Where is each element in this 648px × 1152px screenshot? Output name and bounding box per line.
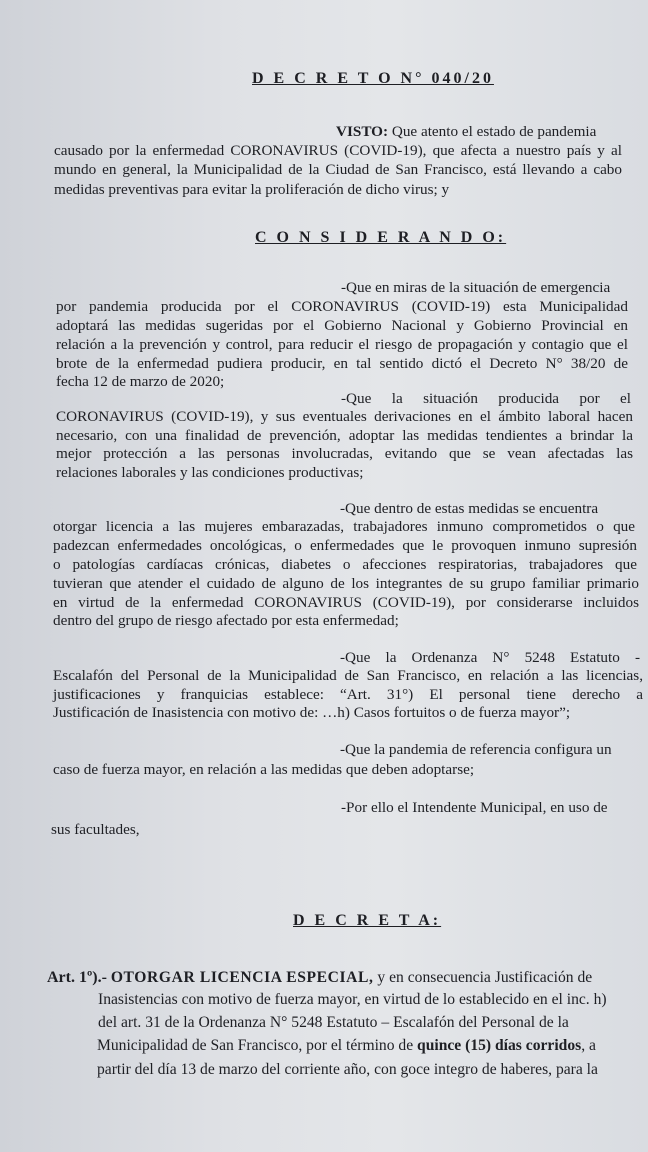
considerando-2-first: -Que la situación producida por el [341, 390, 631, 407]
visto-line-1 [336, 122, 596, 141]
considerando-6-first: -Por ello el Intendente Municipal, en uso de [341, 799, 608, 816]
considerando-title: C O N S I D E R A N D O: [255, 229, 507, 246]
considerando-2-line-2: necesario, con una finalidad de prevención, adoptar las medidas tendientes a brindar la [56, 427, 633, 444]
considerando-1-line-4: brote de la enfermedad pudiera producir, en tal sentido dictó el Decreto N° 38/20 de [56, 355, 628, 372]
considerando-5-line-1: caso de fuerza mayor, en relación a las medidas que deben adoptarse; [53, 761, 475, 778]
considerando-4-line-3: Justificación de Inasistencia con motivo de: …h) Casos fortuitos o de fuerza mayor”; [53, 704, 571, 721]
article-1-line-3-text: Municipalidad de San Francisco, por el término de [97, 1037, 414, 1054]
considerando-3-line-6: dentro del grupo de riesgo afectado por esta enfermedad; [53, 612, 399, 629]
considerando-1-line-1: por pandemia producida por el CORONAVIRUS (COVID-19) esta Municipalidad [56, 298, 628, 315]
visto-label: VISTO: [336, 123, 389, 140]
considerando-1-line-2: adoptará las medidas sugeridas por el Gobierno Nacional y Gobierno Provincial en [56, 317, 628, 334]
considerando-2-line-4: relaciones laborales y las condiciones productivas; [56, 464, 364, 481]
visto-text-1: Que atento el estado de pandemia [388, 123, 597, 140]
article-1-line-3 [97, 1036, 596, 1055]
decree-title: D E C R E T O N° 040/20 [252, 70, 494, 87]
considerando-4-line-1: Escalafón del Personal de la Municipalidad de San Francisco, en relación a las licencias, [53, 667, 643, 684]
considerando-1-line-5: fecha 12 de marzo de 2020; [56, 373, 225, 390]
article-1-first-rest: y en consecuencia Justificación de [373, 969, 593, 986]
considerando-3-line-1: otorgar licencia a las mujeres embarazadas, trabajadores inmuno comprometidos o que [53, 518, 635, 535]
considerando-5-first: -Que la pandemia de referencia configura un [340, 741, 612, 758]
considerando-3-first: -Que dentro de estas medidas se encuentra [340, 500, 599, 517]
considerando-4-first: -Que la Ordenanza N° 5248 Estatuto - [340, 649, 640, 666]
considerando-3-line-3: o patologías cardíacas crónicas, diabetes o afecciones respiratorias, trabajadores que [53, 556, 637, 573]
article-1-term-suffix: , a [581, 1037, 596, 1054]
article-1-term: quince (15) días corridos [417, 1037, 582, 1054]
considerando-1-first: -Que en miras de la situación de emergencia [341, 279, 611, 296]
article-1-line-1: Inasistencias con motivo de fuerza mayor, en virtud de lo establecido en el inc. h) [98, 991, 607, 1008]
article-1-line-2: del art. 31 de la Ordenanza N° 5248 Estatuto – Escalafón del Personal de la [98, 1014, 569, 1031]
considerando-4-line-2: justificaciones y franquicias establece: “Art. 31°) El personal tiene derecho a [53, 686, 643, 703]
visto-line-4: medidas preventivas para evitar la proliferación de dicho virus; y [54, 181, 450, 198]
visto-line-2: causado por la enfermedad CORONAVIRUS (COVID-19), que afecta a nuestro país y al [54, 142, 622, 159]
considerando-3-line-4: tuvieran que atender el cuidado de alguno de los integrantes de su grupo familiar primario [53, 575, 639, 592]
visto-line-3: mundo en general, la Municipalidad de la Ciudad de San Francisco, está llevando a cabo [54, 161, 622, 178]
considerando-3-line-2: padezcan enfermedades oncológicas, o enfermedades que le provoquen inmuno supresión [53, 537, 637, 554]
article-1-first-line [47, 968, 592, 987]
considerando-2-line-3: mejor protección a las personas involucradas, evitando que se vean afectadas las [56, 445, 633, 462]
decreta-title: D E C R E T A: [293, 912, 442, 929]
article-1-line-4: partir del día 13 de marzo del corriente año, con goce integro de haberes, para la [97, 1061, 598, 1078]
article-1-bold-text: OTORGAR LICENCIA ESPECIAL, [110, 969, 374, 986]
considerando-1-line-3: relación a la prevención y control, para reducir el riesgo de propagación y contagio que el [56, 336, 628, 353]
article-1-label: Art. 1º).- [47, 969, 107, 986]
considerando-3-line-5: en virtud de la enfermedad CORONAVIRUS (COVID-19), por considerarse incluidos [53, 594, 639, 611]
considerando-6-line-1: sus facultades, [51, 821, 140, 838]
considerando-2-line-1: CORONAVIRUS (COVID-19), y sus eventuales derivaciones en el ámbito laboral hacen [56, 408, 633, 425]
